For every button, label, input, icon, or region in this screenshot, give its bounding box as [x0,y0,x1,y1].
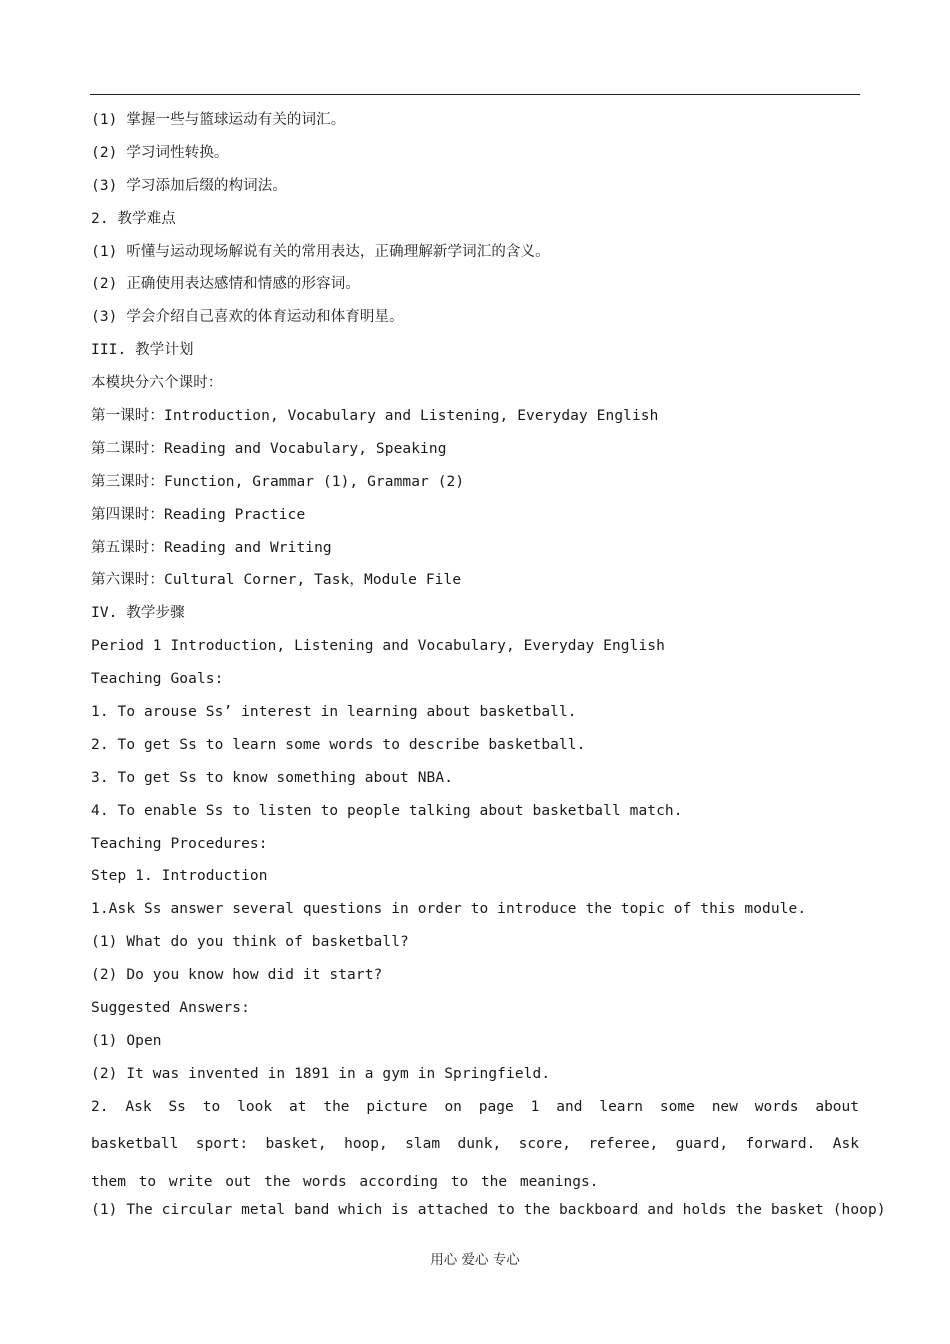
section-heading: 2. 教学难点 [91,210,176,227]
document-body [91,108,886,1231]
section-heading: III. 教学计划 [91,342,194,359]
lesson-plan-item: 第二课时：Reading and Vocabulary, Speaking [91,440,447,457]
definition-item: (1) The circular metal band which is attached to the backboard and holds the basket (hoop) [91,1202,886,1219]
answer-item: (1) Open [91,1032,162,1049]
text-line: (3) 学会介绍自己喜欢的体育运动和体育明星。 [91,309,404,326]
subheading: Teaching Goals: [91,671,224,688]
answer-item: (2) It was invented in 1891 in a gym in Springfield. [91,1065,551,1082]
goal-item: 3. To get Ss to know something about NBA. [91,769,454,786]
lesson-plan-item: 第三课时：Function, Grammar (1), Grammar (2) [91,473,465,490]
lesson-plan-item: 第四课时：Reading Practice [91,506,306,523]
header-rule [90,94,860,95]
step-heading: Step 1. Introduction [91,868,268,885]
text-line: (3) 学习添加后缀的构词法。 [91,177,287,194]
subheading: Teaching Procedures: [91,835,268,852]
page-footer: 用心 爱心 专心 [430,1252,520,1268]
lesson-plan-item: 第六课时：Cultural Corner, Task，Module File [91,572,462,589]
goal-item: 4. To enable Ss to listen to people talking about basketball match. [91,802,683,819]
lesson-plan-item: 第一课时：Introduction, Vocabulary and Listening, Everyday English [91,408,659,425]
question-item: (1) What do you think of basketball? [91,934,409,951]
goal-item: 2. To get Ss to learn some words to describe basketball. [91,736,586,753]
text-line: 本模块分六个课时： [91,375,223,392]
text-line: 1.Ask Ss answer several questions in order to introduce the topic of this module. [91,901,807,918]
section-heading: IV. 教学步骤 [91,605,185,622]
period-title: Period 1 Introduction, Listening and Vocabulary, Everyday English [91,638,665,655]
instruction-paragraph: 2. Ask Ss to look at the picture on page 1 and learn some new words about basketball sport: basket, hoop, slam dunk, score, referee, guard, forward. Ask them to write out the words according to the meanings. [91,1098,859,1190]
text-line: (1) 听懂与运动现场解说有关的常用表达，正确理解新学词汇的含义。 [91,243,550,260]
text-line: (2) 学习词性转换。 [91,144,229,161]
lesson-plan-item: 第五课时：Reading and Writing [91,539,332,556]
text-line: (1) 掌握一些与篮球运动有关的词汇。 [91,112,346,128]
question-item: (2) Do you know how did it start? [91,967,383,984]
text-line: (2) 正确使用表达感情和情感的形容词。 [91,276,360,293]
subheading: Suggested Answers: [91,1000,250,1017]
goal-item: 1. To arouse Ss’ interest in learning about basketball. [91,704,577,721]
